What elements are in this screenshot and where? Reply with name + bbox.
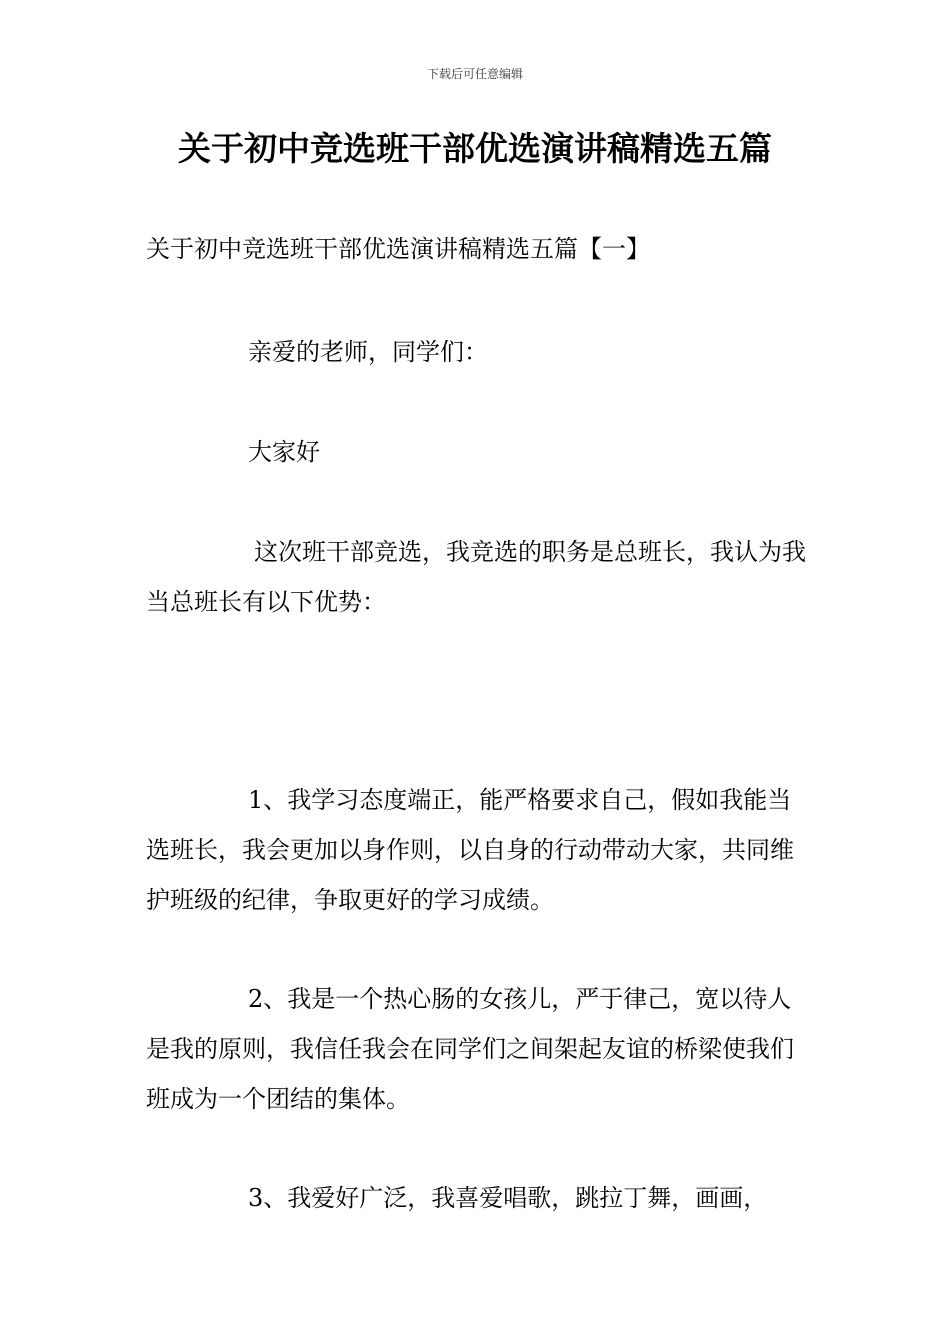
document-title: 关于初中竞选班干部优选演讲稿精选五篇 bbox=[178, 129, 772, 168]
paragraph-item-2: 2、我是一个热心肠的女孩儿，严于律己，宽以待人是我的原则，我信任我会在同学们之间架起友谊的桥梁使我们班成为一个团结的集体。 bbox=[146, 985, 794, 1113]
paragraph-greeting: 亲爱的老师，同学们： bbox=[248, 338, 488, 366]
paragraph-item-1: 1、我学习态度端正，能严格要求自己，假如我能当选班长，我会更加以身作则，以自身的行动带动大家，共同维护班级的纪律，争取更好的学习成绩。 bbox=[146, 786, 794, 914]
header-note: 下载后可任意编辑 bbox=[426, 67, 523, 81]
section-heading: 关于初中竞选班干部优选演讲稿精选五篇【一】 bbox=[146, 235, 650, 263]
paragraph-hello: 大家好 bbox=[248, 438, 320, 466]
paragraph-item-3: 3、我爱好广泛，我喜爱唱歌，跳拉丁舞，画画， bbox=[248, 1184, 768, 1212]
paragraph-intro: 这次班干部竞选，我竞选的职务是总班长，我认为我当总班长有以下优势： bbox=[146, 538, 806, 616]
